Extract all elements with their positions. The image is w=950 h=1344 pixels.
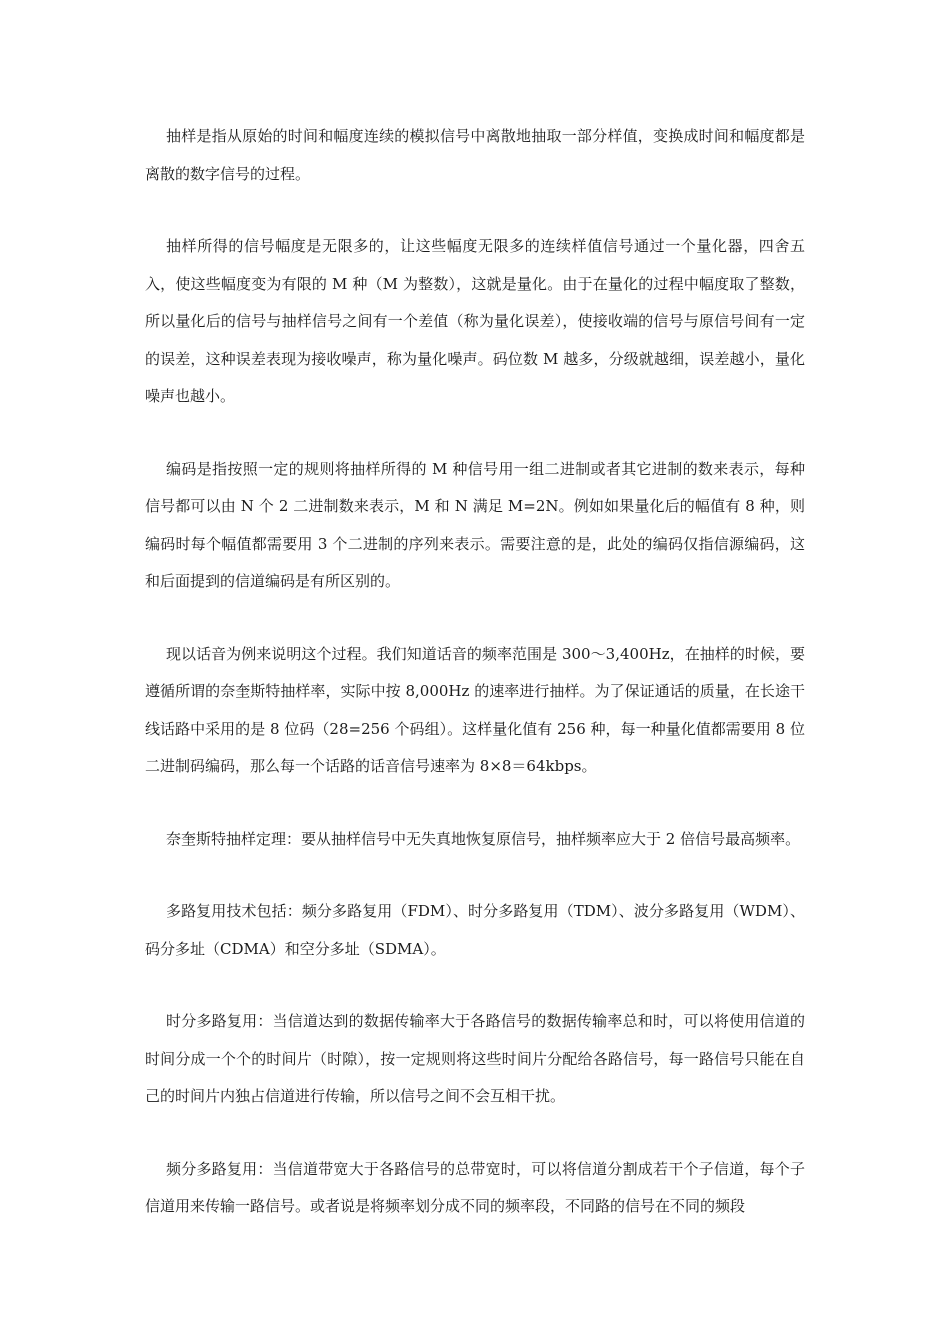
document-page [145,118,805,1261]
paragraph-quantization: 抽样所得的信号幅度是无限多的，让这些幅度无限多的连续样值信号通过一个量化器，四舍五入，使这些幅度变为有限的 M 种（M 为整数），这就是量化。由于在量化的过程中幅度取了整数，所以量化后的信号与抽样信号之间有一个差值（称为量化误差），使接收端的信号与原信号间有一定的误差，这种误差表现为接收噪声，称为量化噪声。码位数 M 越多，分级就越细，误差越小，量化噪声也越小。 [145,237,805,405]
paragraph-voice-example: 现以话音为例来说明这个过程。我们知道话音的频率范围是 300～3,400Hz，在抽样的时候，要遵循所谓的奈奎斯特抽样率，实际中按 8,000Hz 的速率进行抽样。为了保证通话的质量，在长途干线话路中采用的是 8 位码（28=256 个码组）。这样量化值有 256 种，每一种量化值都需要用 8 位二进制码编码，那么每一个话路的话音信号速率为 8×8＝64kbps。 [145,644,805,775]
paragraph-encoding: 编码是指按照一定的规则将抽样所得的 M 种信号用一组二进制或者其它进制的数来表示，每种信号都可以由 N 个 2 二进制数来表示，M 和 N 满足 M=2N。例如如果量化后的幅值有 8 种，则编码时每个幅值都需要用 3 个二进制的序列来表示。需要注意的是，此处的编码仅指信源编码，这和后面提到的信道编码是有所区别的。 [145,459,805,590]
paragraph-nyquist-theorem: 奈奎斯特抽样定理：要从抽样信号中无失真地恢复原信号，抽样频率应大于 2 倍信号最高频率。 [166,829,801,848]
paragraph-sampling: 抽样是指从原始的时间和幅度连续的模拟信号中离散地抽取一部分样值，变换成时间和幅度都是离散的数字信号的过程。 [145,127,805,183]
paragraph-multiplexing-overview: 多路复用技术包括：频分多路复用（FDM）、时分多路复用（TDM）、波分多路复用（WDM）、码分多址（CDMA）和空分多址（SDMA）。 [145,902,805,958]
paragraph-tdm: 时分多路复用：当信道达到的数据传输率大于各路信号的数据传输率总和时，可以将使用信道的时间分成一个个的时间片（时隙），按一定规则将这些时间片分配给各路信号，每一路信号只能在自己的时间片内独占信道进行传输，所以信号之间不会互相干扰。 [145,1012,805,1105]
paragraph-fdm: 频分多路复用：当信道带宽大于各路信号的总带宽时，可以将信道分割成若干个子信道，每个子信道用来传输一路信号。或者说是将频率划分成不同的频率段，不同路的信号在不同的频段 [145,1159,805,1215]
